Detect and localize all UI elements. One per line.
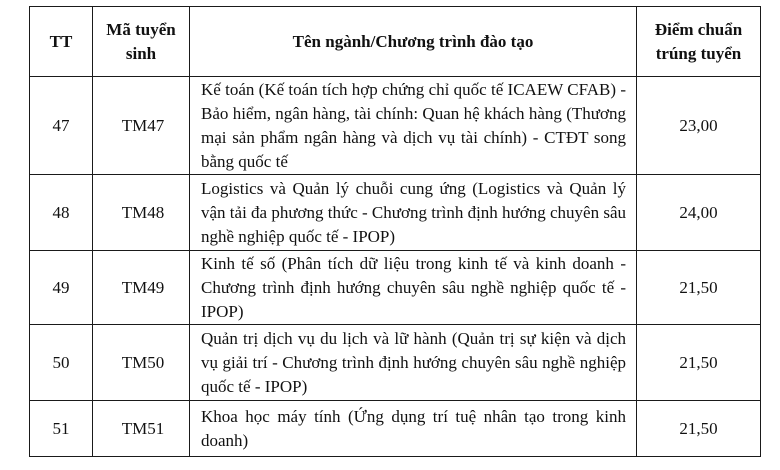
table-row: [30, 175, 761, 251]
header-code: Mã tuyển sinh: [93, 7, 190, 77]
row-program: Logistics và Quản lý chuỗi cung ứng (Logistics và Quản lý vận tải đa phương thức - Chương trình định hướng chuyên sâu nghề nghiệp quốc tế - IPOP): [190, 175, 637, 251]
row-code: TM51: [93, 401, 190, 457]
row-tt: 47: [30, 77, 93, 175]
table-header-row: [30, 7, 761, 77]
header-tt: TT: [30, 7, 93, 77]
row-code: TM50: [93, 325, 190, 401]
header-score: Điểm chuẩn trúng tuyển: [637, 7, 761, 77]
row-program: Quản trị dịch vụ du lịch và lữ hành (Quản trị sự kiện và dịch vụ giải trí - Chương trình định hướng chuyên sâu nghề nghiệp quốc tế - IPOP): [190, 325, 637, 401]
row-score: 21,50: [637, 251, 761, 325]
table-row: [30, 251, 761, 325]
row-program: Kinh tế số (Phân tích dữ liệu trong kinh tế và kinh doanh - Chương trình định hướng chuyên sâu nghề nghiệp quốc tế - IPOP): [190, 251, 637, 325]
row-score: 21,50: [637, 401, 761, 457]
table-row: [30, 325, 761, 401]
table-row: [30, 77, 761, 175]
row-program: Kế toán (Kế toán tích hợp chứng chỉ quốc tế ICAEW CFAB) - Bảo hiểm, ngân hàng, tài chính: Quan hệ khách hàng (Thương mại sản phẩm ngân hàng và dịch vụ tài chính) - CTĐT song bằng quốc tế: [190, 77, 637, 175]
row-tt: 48: [30, 175, 93, 251]
row-code: TM49: [93, 251, 190, 325]
row-tt: 51: [30, 401, 93, 457]
row-score: 23,00: [637, 77, 761, 175]
row-tt: 50: [30, 325, 93, 401]
admission-score-table: [29, 6, 761, 457]
row-score: 24,00: [637, 175, 761, 251]
row-score: 21,50: [637, 325, 761, 401]
row-code: TM47: [93, 77, 190, 175]
header-program: Tên ngành/Chương trình đào tạo: [190, 7, 637, 77]
row-code: TM48: [93, 175, 190, 251]
row-program: Khoa học máy tính (Ứng dụng trí tuệ nhân tạo trong kinh doanh): [190, 401, 637, 457]
table-row: [30, 401, 761, 457]
row-tt: 49: [30, 251, 93, 325]
